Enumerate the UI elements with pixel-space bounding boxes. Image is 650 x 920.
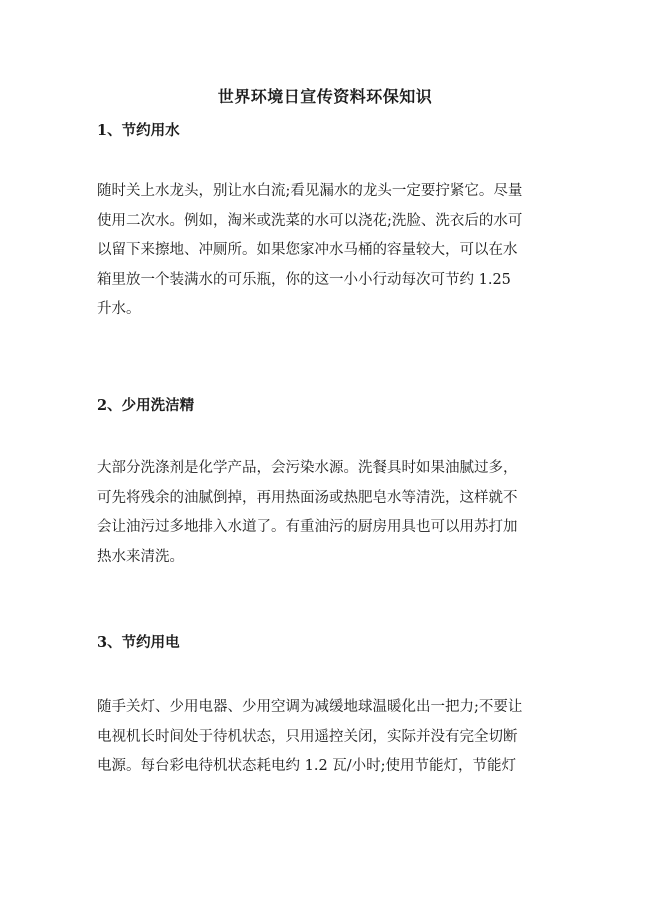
section-paragraph-save-water [97,177,557,325]
paragraph-line: 以留下来擦地、冲厕所。如果您家冲水马桶的容量较大，可以在水 [97,242,518,258]
paragraph-line: 随时关上水龙头，别让水白流;看见漏水的龙头一定要拧紧它。尽量 [97,183,523,199]
paragraph-line: 电视机长时间处于待机状态，只用遥控关闭，实际并没有完全切断 [97,728,518,745]
paragraph-line: 升水。 [97,301,141,317]
section-paragraph-less-detergent [97,454,557,572]
section-paragraph-save-electricity [97,693,557,782]
paragraph-line: 可先将残余的油腻倒掉，再用热面汤或热肥皂水等清洗，这样就不 [97,489,518,506]
section-heading-less-detergent: 2、少用洗洁精 [97,397,195,414]
paragraph-line: 热水来清洗。 [97,548,184,565]
paragraph-line: 使用二次水。例如，淘米或洗菜的水可以浇花;洗脸、洗衣后的水可 [97,212,523,229]
section-heading-save-electricity: 3、节约用电 [97,634,180,651]
paragraph-line: 电源。每台彩电待机状态耗电约 1.2 瓦/小时;使用节能灯，节能灯 [97,758,517,774]
paragraph-line: 大部分洗涤剂是化学产品，会污染水源。洗餐具时如果油腻过多， [97,460,518,476]
section-heading-save-water: 1、节约用水 [97,122,180,139]
paragraph-line: 箱里放一个装满水的可乐瓶，你的这一小小行动每次可节约 1.25 [97,271,511,288]
paragraph-line: 会让油污过多地排入水道了。有重油污的厨房用具也可以用苏打加 [97,519,518,535]
document-title: 世界环境日宣传资料环保知识 [217,87,433,106]
paragraph-line: 随手关灯、少用电器、少用空调为减缓地球温暖化出一把力;不要让 [97,699,523,715]
